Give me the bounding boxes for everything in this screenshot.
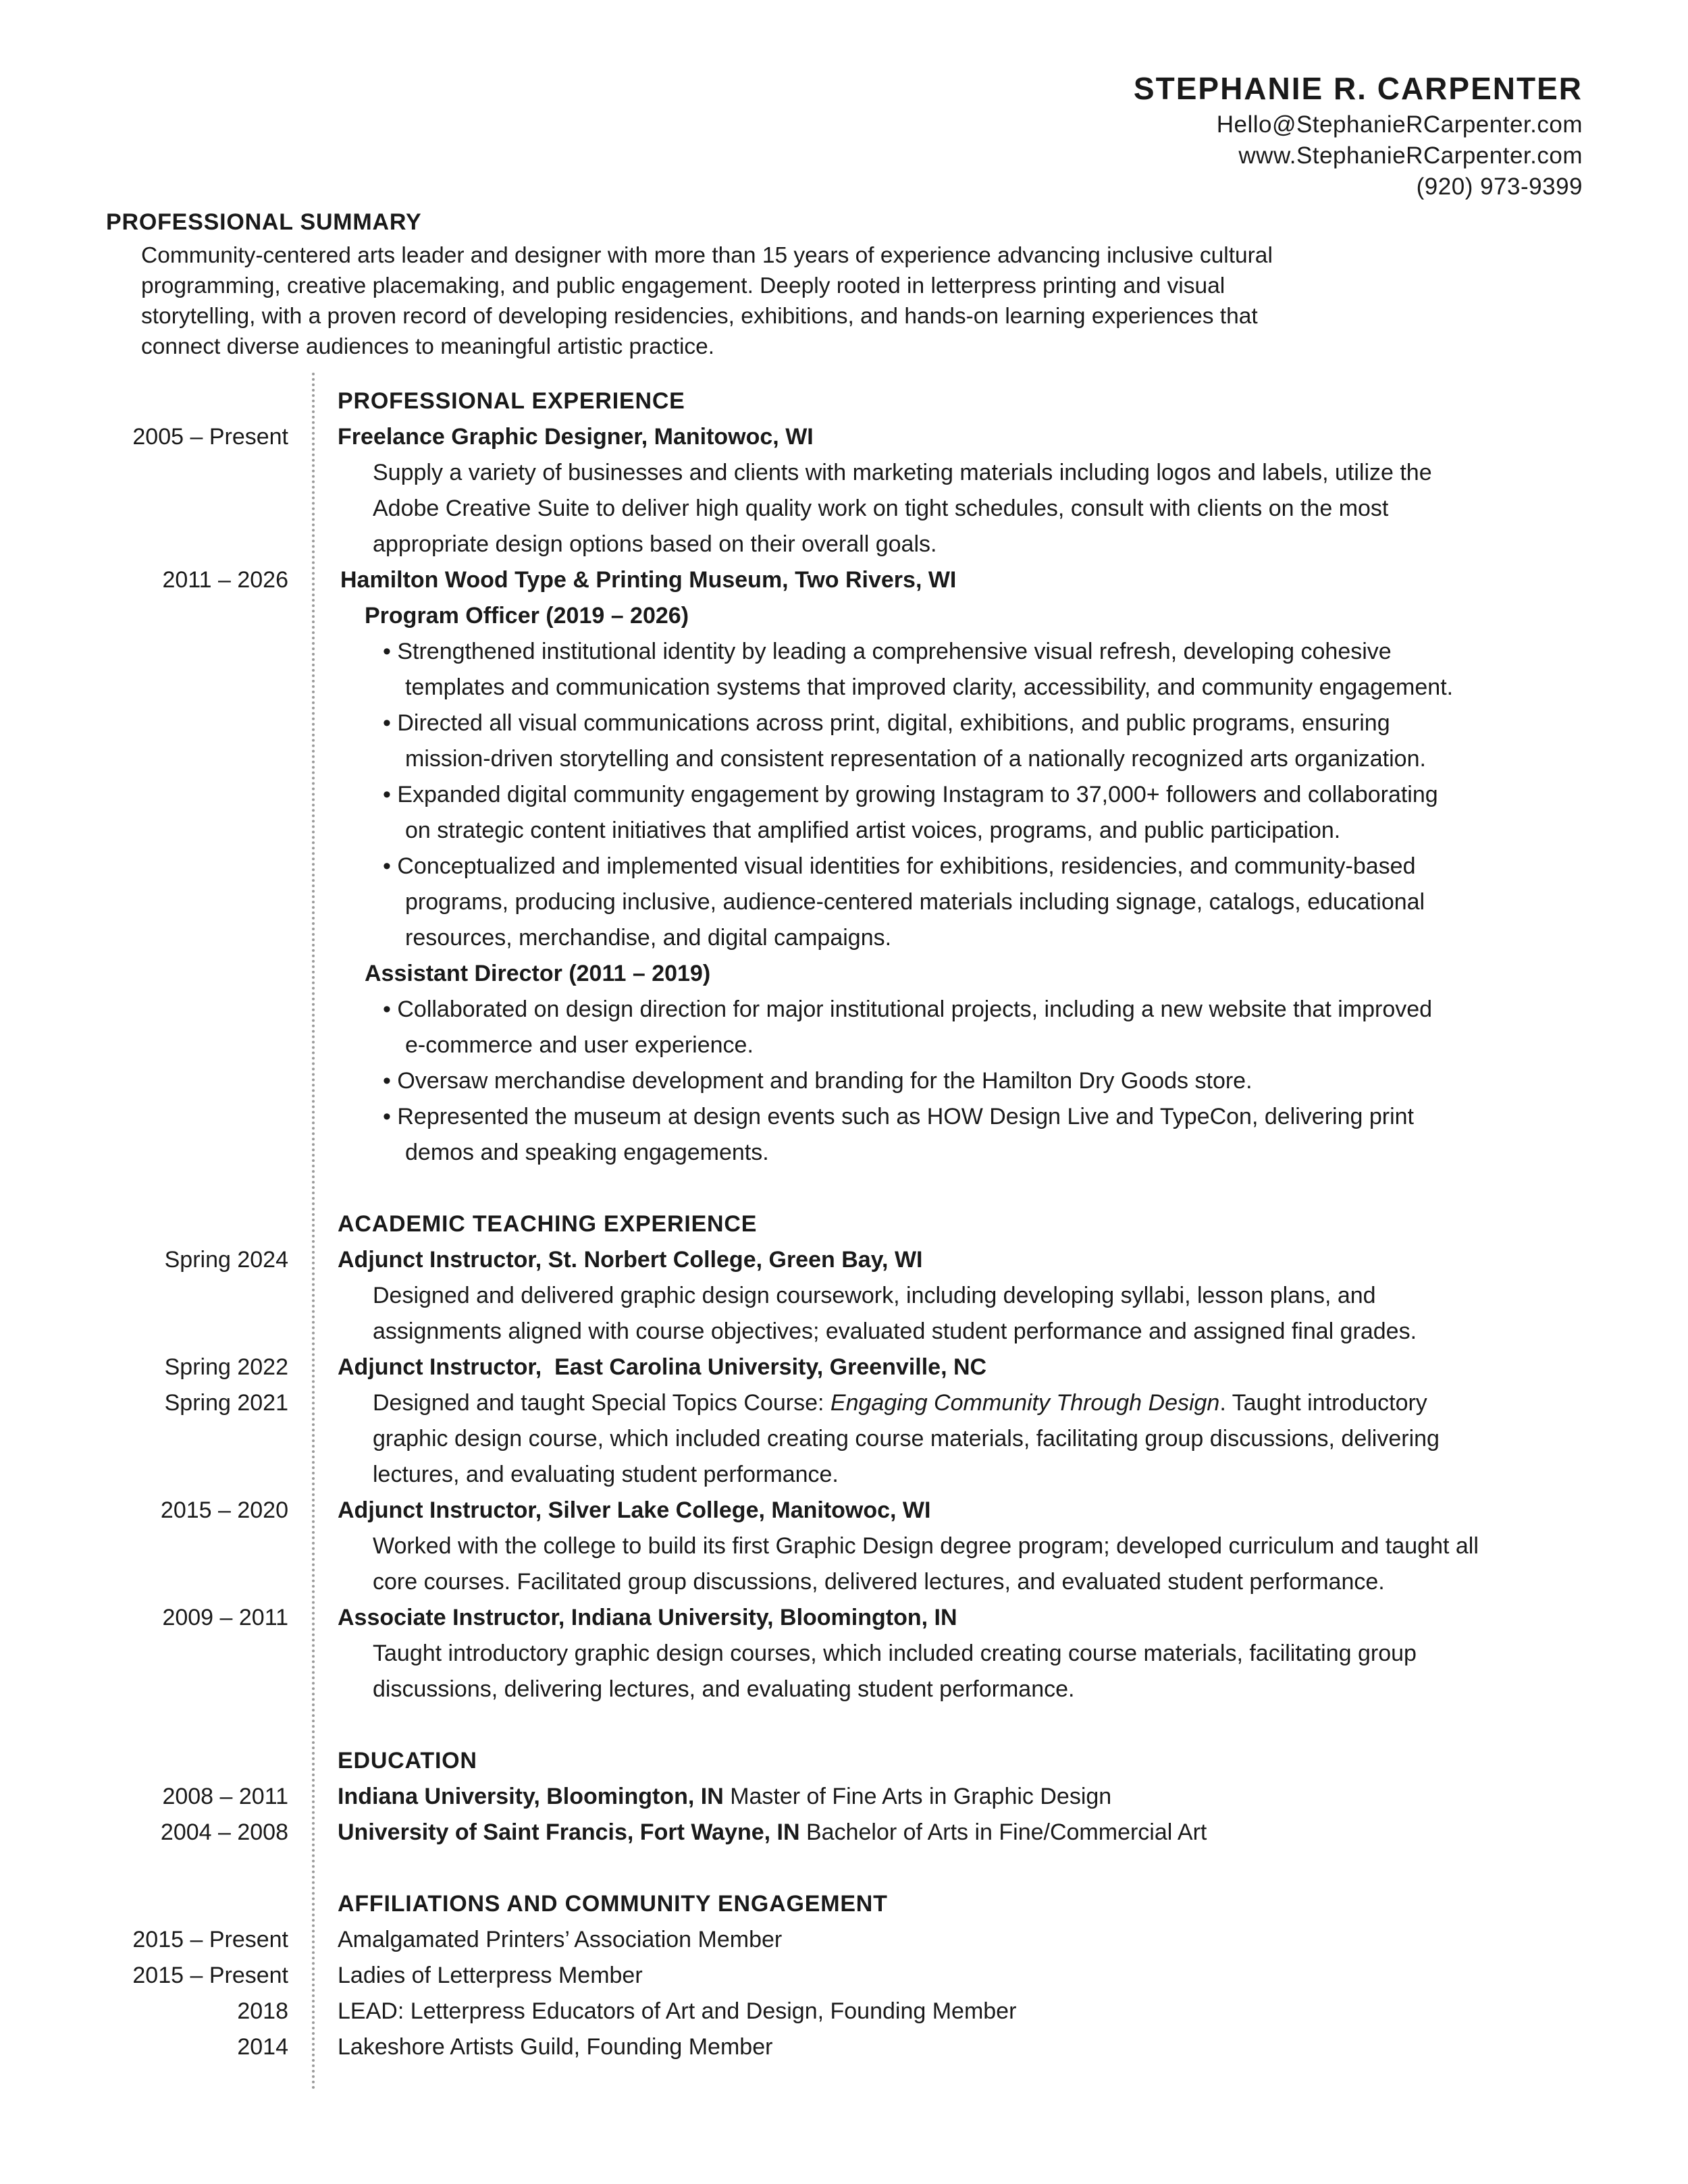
summary-line: connect diverse audiences to meaningful artistic practice. bbox=[141, 334, 715, 359]
job-date: 2009 – 2011 bbox=[162, 1605, 288, 1630]
job-description-line: appropriate design options based on their overall goals. bbox=[373, 531, 937, 557]
job-row bbox=[0, 1350, 1688, 1385]
role-title: Program Officer (2019 – 2026) bbox=[365, 603, 689, 629]
bullet-line: • Represented the museum at design events such as HOW Design Live and TypeCon, delivering print bbox=[383, 1104, 1414, 1129]
job-date: 2015 – 2020 bbox=[160, 1497, 288, 1523]
job-description-line: assignments aligned with course objectives; evaluated student performance and assigned final grades. bbox=[373, 1319, 1417, 1344]
text-row bbox=[0, 1457, 1688, 1493]
text-row bbox=[0, 1636, 1688, 1672]
job-description-line: graphic design course, which included creating course materials, facilitating group discussions, delivering bbox=[373, 1426, 1440, 1451]
degree-name: Master of Fine Arts in Graphic Design bbox=[723, 1784, 1112, 1809]
affiliation-text: LEAD: Letterpress Educators of Art and Design, Founding Member bbox=[338, 1998, 1017, 2024]
job-title: Hamilton Wood Type & Printing Museum, Two Rivers, WI bbox=[340, 567, 957, 593]
bullet-line: programs, producing inclusive, audience-centered materials including signage, catalogs, educational bbox=[405, 889, 1425, 915]
teaching-heading: ACADEMIC TEACHING EXPERIENCE bbox=[338, 1211, 758, 1237]
affiliation-text: Amalgamated Printers’ Association Member bbox=[338, 1927, 783, 1952]
education-entry bbox=[338, 1779, 1111, 1815]
bullet-row bbox=[0, 670, 1688, 705]
affiliation-row bbox=[0, 1922, 1688, 1958]
summary-heading: PROFESSIONAL SUMMARY bbox=[106, 209, 422, 235]
course-name: Engaging Community Through Design bbox=[830, 1390, 1220, 1416]
education-date: 2004 – 2008 bbox=[160, 1819, 288, 1845]
affiliation-date: 2018 bbox=[237, 1998, 288, 2024]
job-title: Freelance Graphic Designer, Manitowoc, WI bbox=[338, 424, 814, 450]
text-row bbox=[0, 1314, 1688, 1350]
job-title: Adjunct Instructor, Silver Lake College, Manitowoc, WI bbox=[338, 1497, 931, 1523]
summary-line: storytelling, with a proven record of developing residencies, exhibitions, and hands-on learning experiences that bbox=[141, 304, 1258, 329]
summary-text bbox=[141, 240, 1519, 362]
bullet-row bbox=[0, 741, 1688, 777]
job-description-line: discussions, delivering lectures, and evaluating student performance. bbox=[373, 1676, 1075, 1702]
role-row bbox=[0, 956, 1688, 992]
job-row bbox=[0, 562, 1688, 598]
bullet-row bbox=[0, 777, 1688, 813]
job-date: Spring 2024 bbox=[164, 1247, 288, 1273]
affiliations-heading: AFFILIATIONS AND COMMUNITY ENGAGEMENT bbox=[338, 1891, 888, 1917]
degree-name: Bachelor of Arts in Fine/Commercial Art bbox=[799, 1819, 1207, 1845]
text-row bbox=[0, 1385, 1688, 1421]
section-row bbox=[0, 1743, 1688, 1779]
bullet-line: • Strengthened institutional identity by leading a comprehensive visual refresh, developing cohesive bbox=[383, 639, 1392, 664]
job-row bbox=[0, 1493, 1688, 1528]
job-description-line: Worked with the college to build its first Graphic Design degree program; developed curriculum and taught all bbox=[373, 1533, 1479, 1559]
affiliation-row bbox=[0, 2029, 1688, 2065]
job-description-line: core courses. Facilitated group discussions, delivered lectures, and evaluated student performance. bbox=[373, 1569, 1385, 1595]
bullet-line: templates and communication systems that improved clarity, accessibility, and community engagement. bbox=[405, 674, 1454, 700]
affiliation-text: Ladies of Letterpress Member bbox=[338, 1963, 643, 1988]
text-row bbox=[0, 1421, 1688, 1457]
summary-line: programming, creative placemaking, and public engagement. Deeply rooted in letterpress printing and visual bbox=[141, 273, 1225, 298]
bullet-line: • Conceptualized and implemented visual identities for exhibitions, residencies, and community-based bbox=[383, 853, 1416, 879]
text-row bbox=[0, 527, 1688, 562]
bullet-line: • Oversaw merchandise development and branding for the Hamilton Dry Goods store. bbox=[383, 1068, 1252, 1094]
experience-heading: PROFESSIONAL EXPERIENCE bbox=[338, 388, 685, 414]
affiliation-row bbox=[0, 1994, 1688, 2029]
bullet-row bbox=[0, 1135, 1688, 1171]
job-title: Adjunct Instructor, St. Norbert College, Green Bay, WI bbox=[338, 1247, 923, 1273]
role-title: Assistant Director (2011 – 2019) bbox=[365, 961, 711, 986]
bullet-line: on strategic content initiatives that amplified artist voices, programs, and public participation. bbox=[405, 818, 1341, 843]
bullet-row bbox=[0, 920, 1688, 956]
job-description-line bbox=[373, 1385, 1427, 1421]
job-description-line: lectures, and evaluating student performance. bbox=[373, 1462, 839, 1487]
job-title: Associate Instructor, Indiana University, Bloomington, IN bbox=[338, 1605, 957, 1630]
affiliation-text: Lakeshore Artists Guild, Founding Member bbox=[338, 2034, 773, 2060]
email-address: Hello@StephanieRCarpenter.com bbox=[1216, 111, 1583, 138]
job-description-line: Designed and delivered graphic design coursework, including developing syllabi, lesson plans, and bbox=[373, 1283, 1376, 1308]
contact-header bbox=[1134, 68, 1583, 203]
summary-line: Community-centered arts leader and designer with more than 15 years of experience advancing inclusive cultural bbox=[141, 243, 1273, 268]
website-address: www.StephanieRCarpenter.com bbox=[1238, 142, 1583, 169]
job-description-line: Supply a variety of businesses and clients with marketing materials including logos and labels, utilize the bbox=[373, 460, 1432, 485]
section-row bbox=[0, 1206, 1688, 1242]
text-row bbox=[0, 1672, 1688, 1707]
education-date: 2008 – 2011 bbox=[162, 1784, 288, 1809]
affiliation-date: 2015 – Present bbox=[132, 1927, 288, 1952]
education-entry bbox=[338, 1815, 1207, 1850]
text-row bbox=[0, 455, 1688, 491]
bullet-row bbox=[0, 992, 1688, 1028]
bullet-line: • Collaborated on design direction for major institutional projects, including a new website that improved bbox=[383, 996, 1433, 1022]
bullet-line: mission-driven storytelling and consistent representation of a nationally recognized arts organization. bbox=[405, 746, 1426, 772]
bullet-row bbox=[0, 1028, 1688, 1063]
bullet-row bbox=[0, 1063, 1688, 1099]
affiliation-date: 2015 – Present bbox=[132, 1963, 288, 1988]
education-row bbox=[0, 1815, 1688, 1850]
bullet-row bbox=[0, 813, 1688, 849]
affiliation-row bbox=[0, 1958, 1688, 1994]
school-name: University of Saint Francis, Fort Wayne, IN bbox=[338, 1819, 800, 1845]
text-row bbox=[0, 1278, 1688, 1314]
job-date: Spring 2022 bbox=[164, 1354, 288, 1380]
section-row bbox=[0, 1886, 1688, 1922]
role-row bbox=[0, 598, 1688, 634]
education-row bbox=[0, 1779, 1688, 1815]
person-name: STEPHANIE R. CARPENTER bbox=[1133, 71, 1583, 106]
text-row bbox=[0, 1528, 1688, 1564]
phone-number: (920) 973-9399 bbox=[1416, 174, 1583, 200]
job-date: 2005 – Present bbox=[132, 424, 288, 450]
description-text: Designed and taught Special Topics Course: bbox=[373, 1390, 830, 1416]
bullet-line: • Directed all visual communications across print, digital, exhibitions, and public programs, ensuring bbox=[383, 710, 1390, 736]
job-description-line: Adobe Creative Suite to deliver high quality work on tight schedules, consult with clients on the most bbox=[373, 496, 1389, 521]
job-date: 2011 – 2026 bbox=[162, 567, 288, 593]
bullet-line: demos and speaking engagements. bbox=[405, 1140, 769, 1165]
bullet-line: resources, merchandise, and digital campaigns. bbox=[405, 925, 892, 951]
description-text: . Taught introductory bbox=[1219, 1390, 1427, 1416]
job-row bbox=[0, 1600, 1688, 1636]
text-row bbox=[0, 1564, 1688, 1600]
job-date: Spring 2021 bbox=[164, 1390, 288, 1416]
school-name: Indiana University, Bloomington, IN bbox=[338, 1784, 724, 1809]
bullet-row bbox=[0, 1099, 1688, 1135]
bullet-row bbox=[0, 705, 1688, 741]
section-row bbox=[0, 383, 1688, 419]
bullet-row bbox=[0, 849, 1688, 884]
job-title: Adjunct Instructor, East Carolina University, Greenville, NC bbox=[338, 1354, 987, 1380]
job-description-line: Taught introductory graphic design courses, which included creating course materials, facilitating group bbox=[373, 1641, 1417, 1666]
bullet-line: e-commerce and user experience. bbox=[405, 1032, 754, 1058]
bullet-row bbox=[0, 634, 1688, 670]
affiliation-date: 2014 bbox=[237, 2034, 288, 2060]
job-row bbox=[0, 1242, 1688, 1278]
bullet-line: • Expanded digital community engagement by growing Instagram to 37,000+ followers and collaborating bbox=[383, 782, 1438, 807]
bullet-row bbox=[0, 884, 1688, 920]
education-heading: EDUCATION bbox=[338, 1748, 477, 1774]
job-row bbox=[0, 419, 1688, 455]
text-row bbox=[0, 491, 1688, 527]
